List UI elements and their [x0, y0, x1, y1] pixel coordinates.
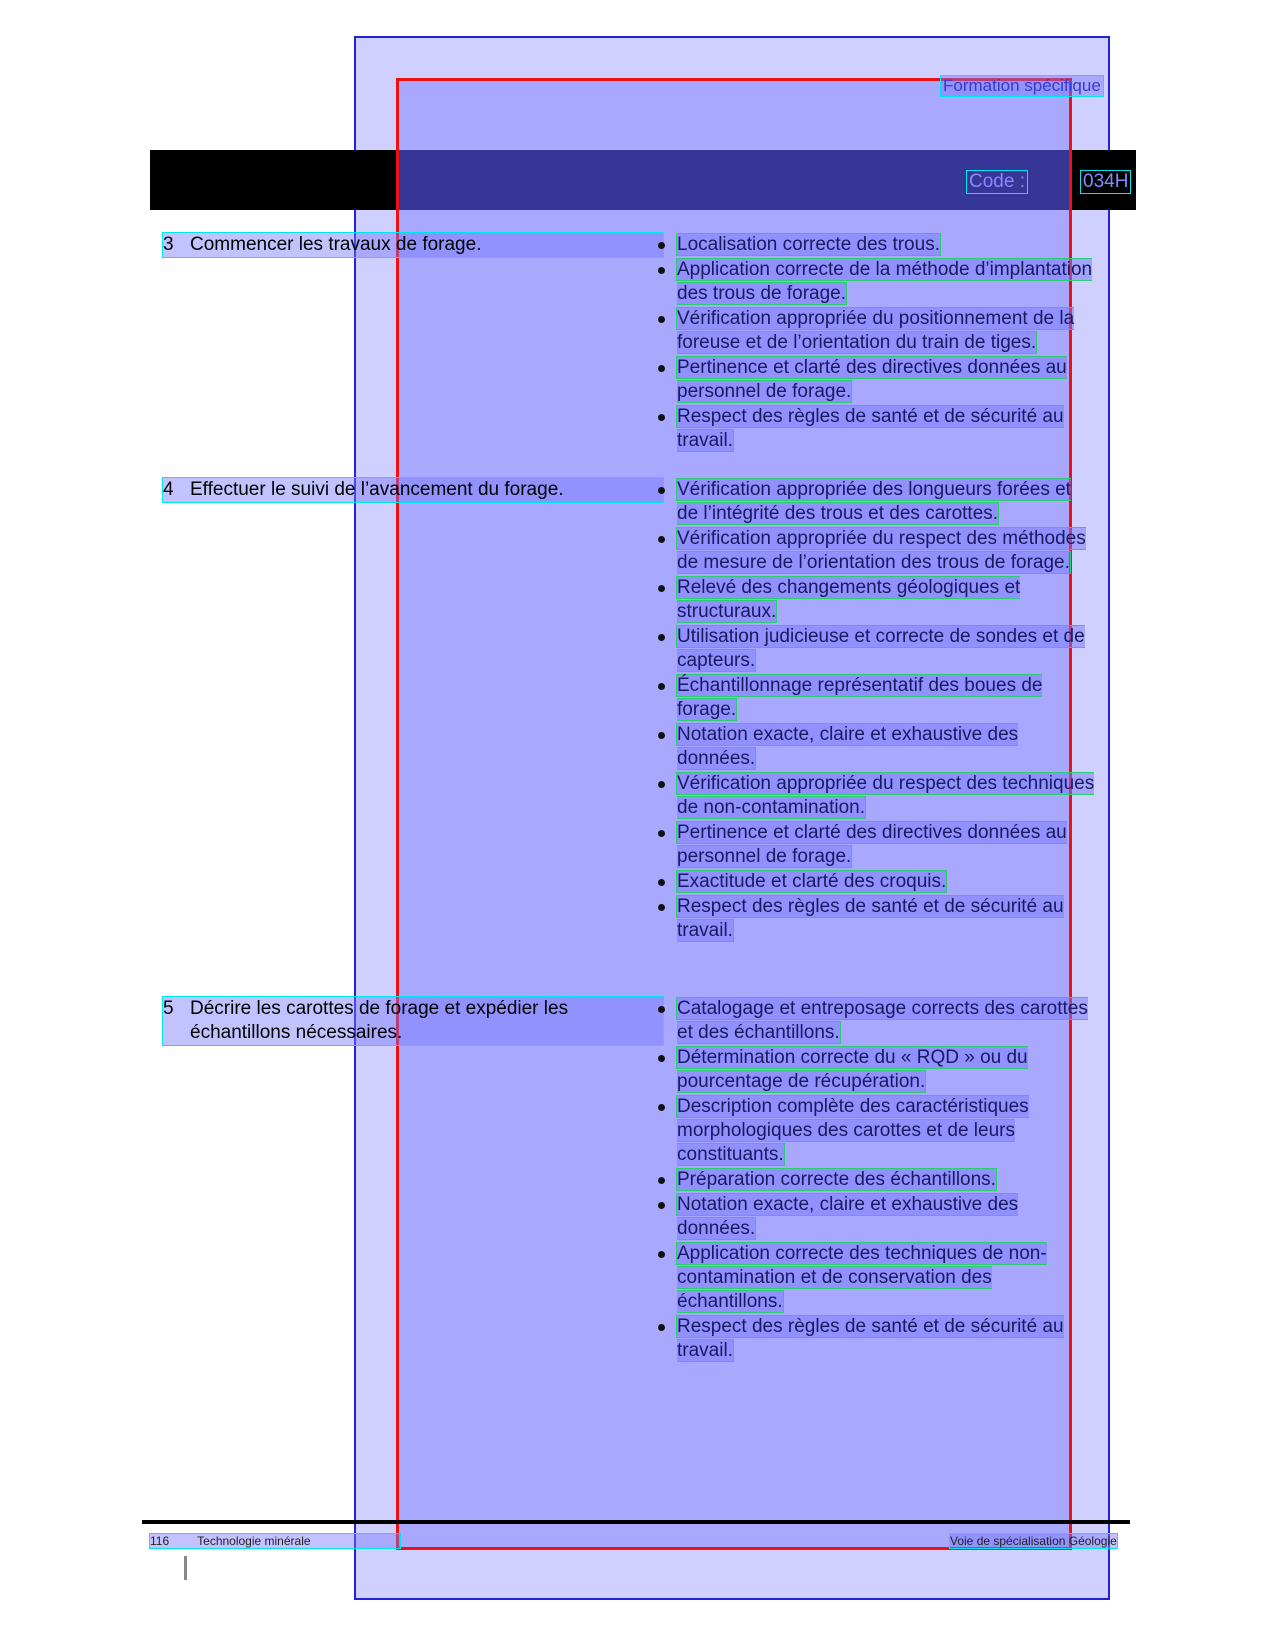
- criterion-item: Respect des règles de santé et de sécurité au travail.: [655, 405, 1095, 453]
- criterion-item: Localisation correcte des trous.: [655, 233, 1095, 257]
- criterion-item: Application correcte de la méthode d’implantation des trous de forage.: [655, 258, 1095, 306]
- criterion-item: Vérification appropriée du respect des techniques de non-contamination.: [655, 772, 1095, 820]
- bullet-icon: [658, 904, 665, 911]
- bullet-icon: [658, 683, 665, 690]
- task-title: [163, 233, 663, 257]
- bullet-icon: [658, 242, 665, 249]
- bullet-icon: [658, 365, 665, 372]
- bullet-icon: [658, 1006, 665, 1013]
- bullet-icon: [658, 830, 665, 837]
- criterion-item: Pertinence et clarté des directives données au personnel de forage.: [655, 356, 1095, 404]
- task-number: 3: [163, 234, 174, 255]
- bullet-icon: [658, 1104, 665, 1111]
- bullet-icon: [658, 879, 665, 886]
- criterion-item: Description complète des caractéristiques morphologiques des carottes et de leurs constituants.: [655, 1095, 1095, 1167]
- bullet-icon: [658, 585, 665, 592]
- bullet-icon: [658, 1055, 665, 1062]
- bullet-icon: [658, 487, 665, 494]
- criteria-list: [655, 233, 1095, 454]
- criterion-item: Application correcte des techniques de non-contamination et de conservation des échantillons.: [655, 1242, 1095, 1314]
- bullet-icon: [658, 732, 665, 739]
- criterion-item: Exactitude et clarté des croquis.: [655, 870, 1095, 894]
- bullet-icon: [658, 1177, 665, 1184]
- criterion-item: Catalogage et entreposage corrects des carottes et des échantillons.: [655, 997, 1095, 1045]
- criterion-item: Préparation correcte des échantillons.: [655, 1168, 1095, 1192]
- footer-right: Voie de spécialisation Géologie: [950, 1534, 1117, 1548]
- criterion-item: Notation exacte, claire et exhaustive des données.: [655, 1193, 1095, 1241]
- criterion-item: Vérification appropriée du respect des méthodes de mesure de l’orientation des trous de forage.: [655, 527, 1095, 575]
- code-value: 034H: [1080, 170, 1131, 194]
- criterion-item: Vérification appropriée des longueurs forées et de l’intégrité des trous et des carottes.: [655, 478, 1095, 526]
- footer-title: Technologie minérale: [197, 1534, 311, 1548]
- criterion-item: Pertinence et clarté des directives données au personnel de forage.: [655, 821, 1095, 869]
- page-number: 116: [150, 1534, 170, 1548]
- task-text: Commencer les travaux de forage.: [190, 234, 482, 255]
- text-cursor: [184, 1556, 187, 1580]
- criterion-item: Utilisation judicieuse et correcte de sondes et de capteurs.: [655, 625, 1095, 673]
- criterion-item: Notation exacte, claire et exhaustive des données.: [655, 723, 1095, 771]
- task-number: 4: [163, 479, 174, 500]
- criterion-item: Respect des règles de santé et de sécurité au travail.: [655, 895, 1095, 943]
- bullet-icon: [658, 1251, 665, 1258]
- task-title: [163, 997, 663, 1045]
- footer-rule: [142, 1520, 1130, 1524]
- bullet-icon: [658, 414, 665, 421]
- criterion-item: Vérification appropriée du positionnement de la foreuse et de l’orientation du train de tiges.: [655, 307, 1095, 355]
- task-text: Décrire les carottes de forage et expédier les échantillons nécessaires.: [190, 998, 569, 1043]
- criterion-item: Relevé des changements géologiques et structuraux.: [655, 576, 1095, 624]
- code-label: Code :: [966, 170, 1028, 194]
- task-text: Effectuer le suivi de l’avancement du forage.: [190, 479, 564, 500]
- bullet-icon: [658, 1324, 665, 1331]
- task-title: [163, 478, 663, 502]
- criteria-list: [655, 478, 1095, 944]
- criterion-item: Respect des règles de santé et de sécurité au travail.: [655, 1315, 1095, 1363]
- bullet-icon: [658, 781, 665, 788]
- footer-left: [150, 1534, 400, 1548]
- bullet-icon: [658, 536, 665, 543]
- bullet-icon: [658, 267, 665, 274]
- section-label: Formation spécifique: [940, 75, 1104, 97]
- bullet-icon: [658, 1202, 665, 1209]
- criteria-list: [655, 997, 1095, 1364]
- bullet-icon: [658, 634, 665, 641]
- criterion-item: Échantillonnage représentatif des boues de forage.: [655, 674, 1095, 722]
- task-number: 5: [163, 998, 174, 1019]
- criterion-item: Détermination correcte du « RQD » ou du pourcentage de récupération.: [655, 1046, 1095, 1094]
- bullet-icon: [658, 316, 665, 323]
